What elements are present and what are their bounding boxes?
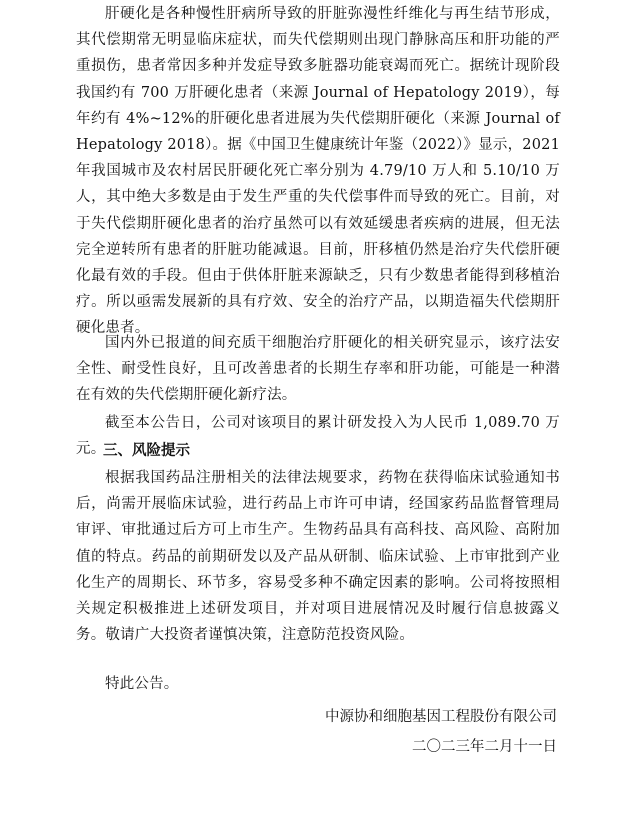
paragraph-closing: 特此公告。 xyxy=(105,676,179,692)
signature-date: 二〇二三年二月十一日 xyxy=(412,739,557,755)
section-heading-risk: 三、风险提示 xyxy=(103,442,190,459)
signature-company: 中源协和细胞基因工程股份有限公司 xyxy=(325,709,557,725)
paragraph-stem-cell-research: 国内外已报道的间充质干细胞治疗肝硬化的相关研究显示，该疗法安全性、耐受性良好，且可改善患者的长期生存率和肝功能，可能是一种潜在有效的失代偿期肝硬化新疗法。 xyxy=(76,335,560,404)
paragraph-risk-warning: 根据我国药品注册相关的法律法规要求，药物在获得临床试验通知书后，尚需开展临床试验，进行药品上市许可申请，经国家药品监督管理局审评、审批通过后方可上市生产。生物药品具有高科技、高风险、高附加值的特点。药品的前期研发以及产品从研制、临床试验、上市审批到产业化生产的周期长、环节多，容易受多种不确定因素的影响。公司将按照相关规定积极推进上述研发项目，并对项目进展情况及时履行信息披露义务。敬请广大投资者谨慎决策，注意防范投资风险。 xyxy=(76,470,560,644)
paragraph-cirrhosis-background: 肝硬化是各种慢性肝病所导致的肝脏弥漫性纤维化与再生结节形成，其代偿期常无明显临床症状，而失代偿期则出现门静脉高压和肝功能的严重损伤，患者常因多种并发症导致多脏器功能衰竭而死亡。据统计现阶段我国约有 700 万肝硬化患者（来源 Journal of Hepatology 2019），每年约有 4%~12%的肝硬化患者进展为失代偿期肝硬化（来源 Journal of Hepatology 2018）。据《中国卫生健康统计年鉴（2022）》显示，2021 年我国城市及农村居民肝硬化死亡率分别为 4.79/10 万人和 5.10/10 万人，其中绝大多数是由于发生严重的失代偿事件而导致的死亡。目前，对于失代偿期肝硬化患者的治疗虽然可以有效延缓患者疾病的进展，但无法完全逆转所有患者的肝脏功能减退。目前，肝移植仍然是治疗失代偿肝硬化最有效的手段。但由于供体肝脏来源缺乏，只有少数患者能得到移植治疗。所以亟需发展新的具有疗效、安全的治疗产品，以期造福失代偿期肝硬化患者。 xyxy=(76,6,560,337)
paragraph-rd-investment: 截至本公告日，公司对该项目的累计研发投入为人民币 1,089.70 万元。 xyxy=(76,415,560,458)
